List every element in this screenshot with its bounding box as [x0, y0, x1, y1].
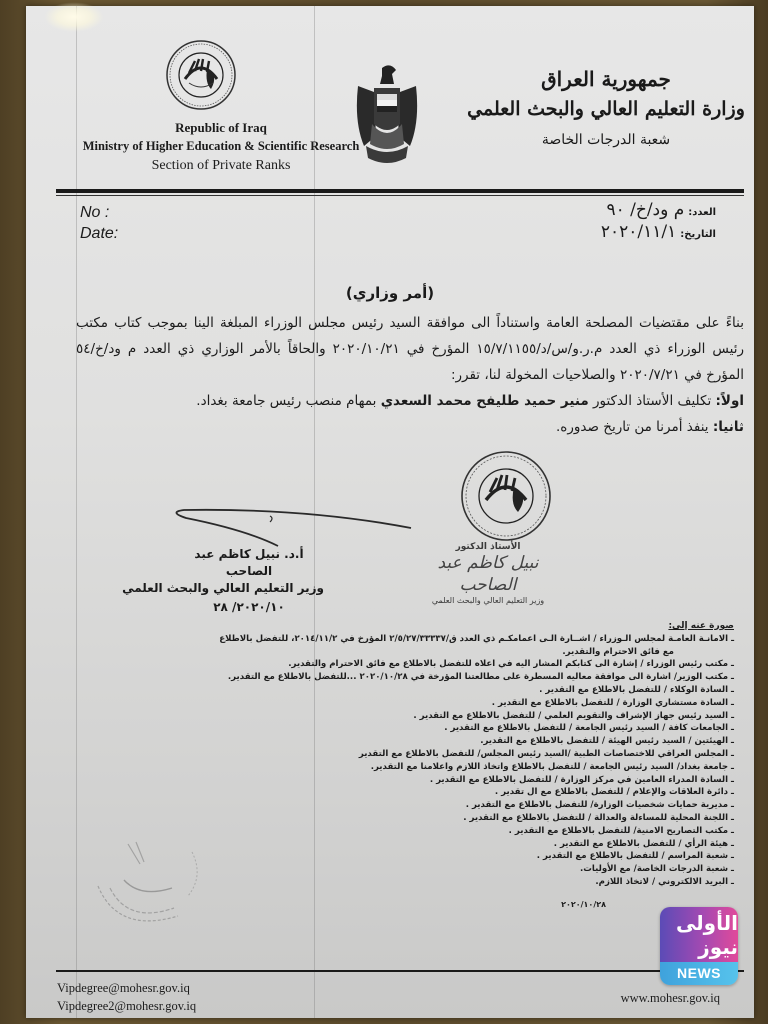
list-item: ـ البريد الالكتروني / لاتخاذ اللازم.: [595, 876, 734, 887]
document-page: [26, 6, 754, 1018]
list-item: ـ هيئة الرأي / للتفضل بالاطلاع مع التقدير .: [553, 838, 734, 849]
embossed-seal-icon: [88, 816, 208, 936]
order-title: (أمر وزاري): [345, 284, 435, 302]
list-item: ـ مكتب التصاريح الامنية/ للتفضل بالاطلاع مع التقدير .: [508, 825, 734, 836]
list-item: ـ الجامعات كافة / السيد رئيس الجامعة / للتفضل بالاطلاع مع التقدير .: [444, 723, 734, 734]
country-name-en: Republic of Iraq: [175, 120, 267, 135]
stamp-name: نبيل كاظم عبد الصاحب: [437, 553, 539, 595]
list-item: ـ اللجنة المحلية للمساءلة والعدالة / للتفضل بالاطلاع مع التقدير .: [463, 812, 734, 823]
distribution-date: ٢٠٢٠/١٠/٢٨: [561, 899, 606, 909]
footer-divider: [56, 970, 744, 972]
list-item: ـ السادة مستشاري الوزارة / للتفضل بالاطلاع مع التقدير .: [491, 697, 734, 708]
country-name-ar: جمهورية العراق: [541, 67, 671, 91]
logo-top-band: [660, 907, 738, 962]
date-label-en: Date:: [80, 225, 119, 242]
header-english: [56, 118, 386, 176]
header-divider: [56, 189, 744, 193]
list-item: ـ مكتب الوزير/ اشارة الى موافقة معاليه المسطرة على مطالعتنا المؤرخة في ٢٠٢٠/١٠/٢٨ ...للتفضل بالاطلاع مع التقدير.: [227, 672, 734, 683]
light-glare: [44, 2, 104, 32]
list-item: ـ شعبة الدرجات الخاصة/ مع الأوليات.: [579, 864, 734, 875]
stamp-role: وزير التعليم العالي والبحث العلمي: [431, 596, 545, 605]
clause-first-text-b: بمهام منصب رئيس جامعة بغداد.: [196, 393, 381, 409]
stamp-title: الأستاذ الدكتور: [455, 542, 521, 552]
official-stamp-icon: [460, 450, 552, 542]
distribution-heading: صورة عنه إلى:: [668, 621, 734, 631]
header-divider-thin: [56, 195, 744, 196]
signature-date: ٢٠٢٠/١٠/ ٢٨: [213, 600, 285, 614]
list-item: ـ السيد رئيس جهاز الإشراف والتقويم العلمي / للتفضل بالاطلاع مع التقدير .: [413, 710, 734, 721]
header-arabic: [466, 64, 746, 154]
ministry-name-ar: وزارة التعليم العالي والبحث العلمي: [467, 98, 745, 120]
list-item: مع فائق الاحترام والتقدير.: [562, 646, 674, 657]
handwritten-signature: [166, 498, 416, 548]
list-item: ـ شعبة المراسم / للتفضل بالاطلاع مع التقدير .: [536, 851, 734, 862]
iraq-eagle-emblem-icon: [352, 62, 422, 172]
order-paragraph: بناءً على مقتضيات المصلحة العامة واستناداً الى موافقة السيد رئيس مجلس الوزراء المبلغة الينا بموجب كتاب مكتب رئيس الوزراء ذي العدد م.ر.و/س/د/١٥/٧/١١٥٥ المؤرخ في ٢٠٢٠/١٠/٢١ والحاقاً بالأمر الوزاري ذي العدد م ود/خ/٥٤ المؤرخ في ٢٠٢٠/٧/٢١ والصلاحيات المخولة لنا، تقرر:: [76, 315, 744, 383]
signatory-name: أ.د. نبيل كاظم عبد الصاحب: [194, 547, 304, 578]
news-watermark-logo: [660, 907, 738, 985]
clause-first-text-a: تكليف الأستاذ الدكتور: [588, 393, 716, 409]
list-item: ـ المجلس العراقي للاختصاصات الطبية /السيد رئيس المجلس/ للتفضل بالاطلاع مع التقدير: [358, 748, 734, 759]
list-item: ـ دائرة العلاقات والإعلام / للتفضل بالاطلاع مع ال تقدير .: [494, 787, 734, 798]
section-name-en: Section of Private Ranks: [151, 158, 291, 173]
list-item: ـ مكتب رئيس الوزراء / إشارة الى كتابكم المشار اليه في اعلاه للتفضل بالاطلاع مع فائق الاحترام والتقدير.: [288, 659, 734, 670]
footer-emails: [57, 979, 196, 1015]
clause-first-label: اولاً:: [715, 393, 744, 409]
date-label-ar: التاريخ:: [680, 229, 716, 240]
list-item: ـ مديرية حمايات شخصيات الوزارة/ للتفضل بالاطلاع مع التقدير .: [465, 800, 734, 811]
footer-email-1: Vipdegree@mohesr.gov.iq: [57, 981, 190, 995]
footer-email-2: Vipdegree2@mohesr.gov.iq: [57, 999, 197, 1013]
order-clause-second: [76, 414, 744, 440]
clause-second-text: ينفذ أمرنا من تاريخ صدوره.: [555, 419, 713, 435]
document-number: م ود/خ/ ٩٠: [606, 200, 685, 220]
list-item: ـ جامعة بغداد/ السيد رئيس الجامعة / للتفضل بالاطلاع واتخاذ اللازم واعلامنا مع التقدير.: [370, 761, 734, 772]
reference-block-ar: [601, 199, 716, 243]
name-stamp: [428, 542, 548, 605]
logo-brand-arabic: الأولى نيوز: [675, 910, 738, 959]
signatory-block: [122, 546, 324, 616]
reference-labels-en: [80, 202, 118, 244]
section-name-ar: شعبة الدرجات الخاصة: [541, 132, 671, 148]
order-body: [76, 310, 744, 440]
footer-website: www.mohesr.gov.iq: [620, 991, 720, 1005]
number-label-en: No :: [80, 204, 110, 221]
logo-news-label: NEWS: [660, 962, 738, 985]
document-date: ٢٠٢٠/١١/١: [600, 222, 677, 242]
list-item: ـ السادة المدراء العامين في مركز الوزارة / للتفضل بالاطلاع مع التقدير .: [429, 774, 734, 785]
list-item: ـ الهيئتين / السيد رئيس الهيئة / للتفضل بالاطلاع مع التقدير.: [480, 736, 734, 747]
clause-second-label: ثانيا:: [712, 419, 744, 435]
list-item: ـ الامانـة العامـة لمجلس الـوزراء / اشــارة الـى اعمامكـم ذي العدد ق/٢/٥/٢٧/٣٣٣٣٧ المؤرخ في ٢٠١٤/١١/٢، للتفضل بالاطلاع: [219, 633, 734, 644]
order-clause-first: [76, 388, 744, 414]
ministry-seal-icon: [165, 39, 237, 111]
appointee-name: منير حميد طليفح محمد السعدي: [380, 393, 589, 409]
ministry-name-en: Ministry of Higher Education & Scientific Research: [82, 139, 360, 153]
number-label-ar: العدد:: [688, 207, 716, 218]
list-item: ـ السادة الوكلاء / للتفضل بالاطلاع مع التقدير .: [539, 684, 734, 695]
signatory-title: وزير التعليم العالي والبحث العلمي: [122, 581, 324, 595]
